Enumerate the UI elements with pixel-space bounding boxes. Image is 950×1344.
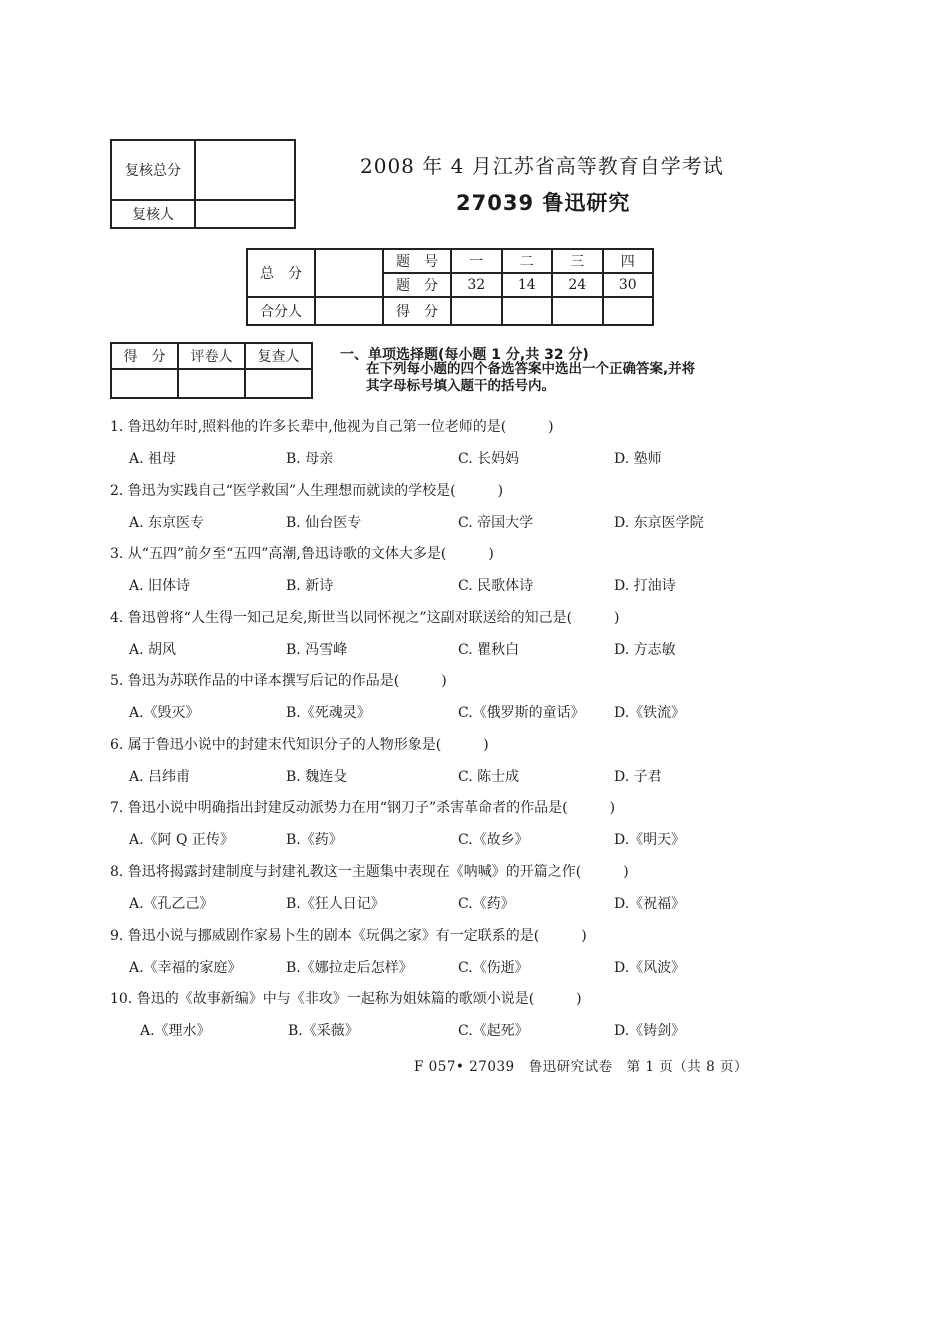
section-4-points: 30: [603, 273, 654, 297]
total-score-cell[interactable]: [315, 249, 383, 297]
q7-option-d[interactable]: D.《明天》: [614, 832, 686, 848]
section-1-points: 32: [451, 273, 502, 297]
question-3: 3. 从“五四”前夕至“五四”高潮,鲁迅诗歌的文体大多是( ): [110, 546, 494, 562]
q5-option-d[interactable]: D.《铁流》: [614, 705, 686, 721]
combiner-cell[interactable]: [315, 297, 383, 325]
q5-option-b[interactable]: B.《死魂灵》: [286, 705, 371, 721]
checker-label: 复查人: [245, 343, 312, 369]
question-4: 4. 鲁迅曾将“人生得一知己足矣,斯世当以同怀视之”这副对联送给的知己是( ): [110, 610, 620, 626]
q2-option-c[interactable]: C. 帝国大学: [458, 515, 534, 531]
grader-label: 评卷人: [178, 343, 245, 369]
q10-option-c[interactable]: C.《起死》: [458, 1023, 529, 1039]
section-2-points: 14: [502, 273, 553, 297]
grader-score-cell[interactable]: [111, 369, 178, 398]
q8-option-a[interactable]: A.《孔乙己》: [129, 896, 214, 912]
grader-table: [110, 342, 313, 399]
instruction-line-1: 在下列每小题的四个备选答案中选出一个正确答案,并将: [366, 361, 696, 377]
grader-score-label: 得 分: [111, 343, 178, 369]
question-5: 5. 鲁迅为苏联作品的中译本撰写后记的作品是( ): [110, 673, 447, 689]
q4-option-b[interactable]: B. 冯雪峰: [286, 642, 348, 658]
q3-option-a[interactable]: A. 旧体诗: [129, 578, 191, 594]
section-4-obtained[interactable]: [603, 297, 654, 325]
q1-option-b[interactable]: B. 母亲: [286, 451, 334, 467]
section-instruction: [366, 361, 695, 395]
review-total-label: 复核总分: [111, 140, 195, 200]
q6-option-b[interactable]: B. 魏连殳: [286, 769, 348, 785]
q10-option-d[interactable]: D.《铸剑》: [614, 1023, 686, 1039]
q7-option-b[interactable]: B.《药》: [286, 832, 343, 848]
exam-title: 2008 年 4 月江苏省高等教育自学考试: [360, 154, 724, 178]
q6-option-a[interactable]: A. 吕纬甫: [129, 769, 191, 785]
section-3-points: 24: [552, 273, 603, 297]
q3-option-d[interactable]: D. 打油诗: [614, 578, 676, 594]
page-footer: F 057• 27039 鲁迅研究试卷 第 1 页（共 8 页）: [414, 1059, 748, 1075]
q9-option-a[interactable]: A.《幸福的家庭》: [129, 960, 242, 976]
question-7: 7. 鲁迅小说中明确指出封建反动派势力在用“钢刀子”杀害革命者的作品是( ): [110, 800, 616, 816]
question-6: 6. 属于鲁迅小说中的封建末代知识分子的人物形象是( ): [110, 737, 489, 753]
instruction-line-2: 其字母标号填入题干的括号内。: [366, 378, 555, 394]
q5-option-a[interactable]: A.《毁灭》: [129, 705, 200, 721]
review-total-cell[interactable]: [195, 140, 295, 200]
q2-option-d[interactable]: D. 东京医学院: [614, 515, 704, 531]
total-score-label: 总 分: [247, 249, 315, 297]
review-box: [110, 139, 296, 229]
checker-cell[interactable]: [245, 369, 312, 398]
q8-option-d[interactable]: D.《祝福》: [614, 896, 686, 912]
q4-option-c[interactable]: C. 瞿秋白: [458, 642, 520, 658]
q2-option-b[interactable]: B. 仙台医专: [286, 515, 362, 531]
exam-subject: 27039 鲁迅研究: [456, 191, 631, 215]
question-2: 2. 鲁迅为实践自己“医学救国”人生理想而就读的学校是( ): [110, 483, 504, 499]
q10-option-b[interactable]: B.《采薇》: [288, 1023, 359, 1039]
q9-option-c[interactable]: C.《伤逝》: [458, 960, 529, 976]
reviewer-label: 复核人: [111, 200, 195, 228]
q4-option-d[interactable]: D. 方志敏: [614, 642, 676, 658]
section-4-header: 四: [603, 249, 654, 273]
q10-option-a[interactable]: A.《理水》: [140, 1023, 211, 1039]
q1-option-d[interactable]: D. 塾师: [614, 451, 662, 467]
q8-option-b[interactable]: B.《狂人日记》: [286, 896, 385, 912]
reviewer-cell[interactable]: [195, 200, 295, 228]
q3-option-c[interactable]: C. 民歌体诗: [458, 578, 534, 594]
score-table: [246, 248, 654, 326]
question-number-label: 题 号: [383, 249, 451, 273]
question-8: 8. 鲁迅将揭露封建制度与封建礼教这一主题集中表现在《呐喊》的开篇之作( ): [110, 864, 629, 880]
q1-option-a[interactable]: A. 祖母: [129, 451, 177, 467]
q9-option-d[interactable]: D.《风波》: [614, 960, 686, 976]
q6-option-d[interactable]: D. 子君: [614, 769, 662, 785]
section-3-obtained[interactable]: [552, 297, 603, 325]
section-2-header: 二: [502, 249, 553, 273]
combiner-label: 合分人: [247, 297, 315, 325]
section-1-obtained[interactable]: [451, 297, 502, 325]
section-2-obtained[interactable]: [502, 297, 553, 325]
question-9: 9. 鲁迅小说与挪威剧作家易卜生的剧本《玩偶之家》有一定联系的是( ): [110, 928, 587, 944]
q3-option-b[interactable]: B. 新诗: [286, 578, 334, 594]
q7-option-a[interactable]: A.《阿 Q 正传》: [129, 832, 234, 848]
q8-option-c[interactable]: C.《药》: [458, 896, 515, 912]
q7-option-c[interactable]: C.《故乡》: [458, 832, 529, 848]
grader-cell[interactable]: [178, 369, 245, 398]
q5-option-c[interactable]: C.《俄罗斯的童话》: [458, 705, 585, 721]
question-points-label: 题 分: [383, 273, 451, 297]
section-1-header: 一: [451, 249, 502, 273]
q9-option-b[interactable]: B.《娜拉走后怎样》: [286, 960, 413, 976]
obtained-score-label: 得 分: [383, 297, 451, 325]
section-3-header: 三: [552, 249, 603, 273]
q1-option-c[interactable]: C. 长妈妈: [458, 451, 520, 467]
q2-option-a[interactable]: A. 东京医专: [129, 515, 205, 531]
question-10: 10. 鲁迅的《故事新编》中与《非攻》一起称为姐妹篇的歌颂小说是( ): [110, 991, 582, 1007]
question-1: 1. 鲁迅幼年时,照料他的许多长辈中,他视为自己第一位老师的是( ): [110, 419, 554, 435]
q6-option-c[interactable]: C. 陈士成: [458, 769, 520, 785]
section-heading: 一、单项选择题(每小题 1 分,共 32 分): [340, 347, 589, 363]
q4-option-a[interactable]: A. 胡风: [129, 642, 177, 658]
